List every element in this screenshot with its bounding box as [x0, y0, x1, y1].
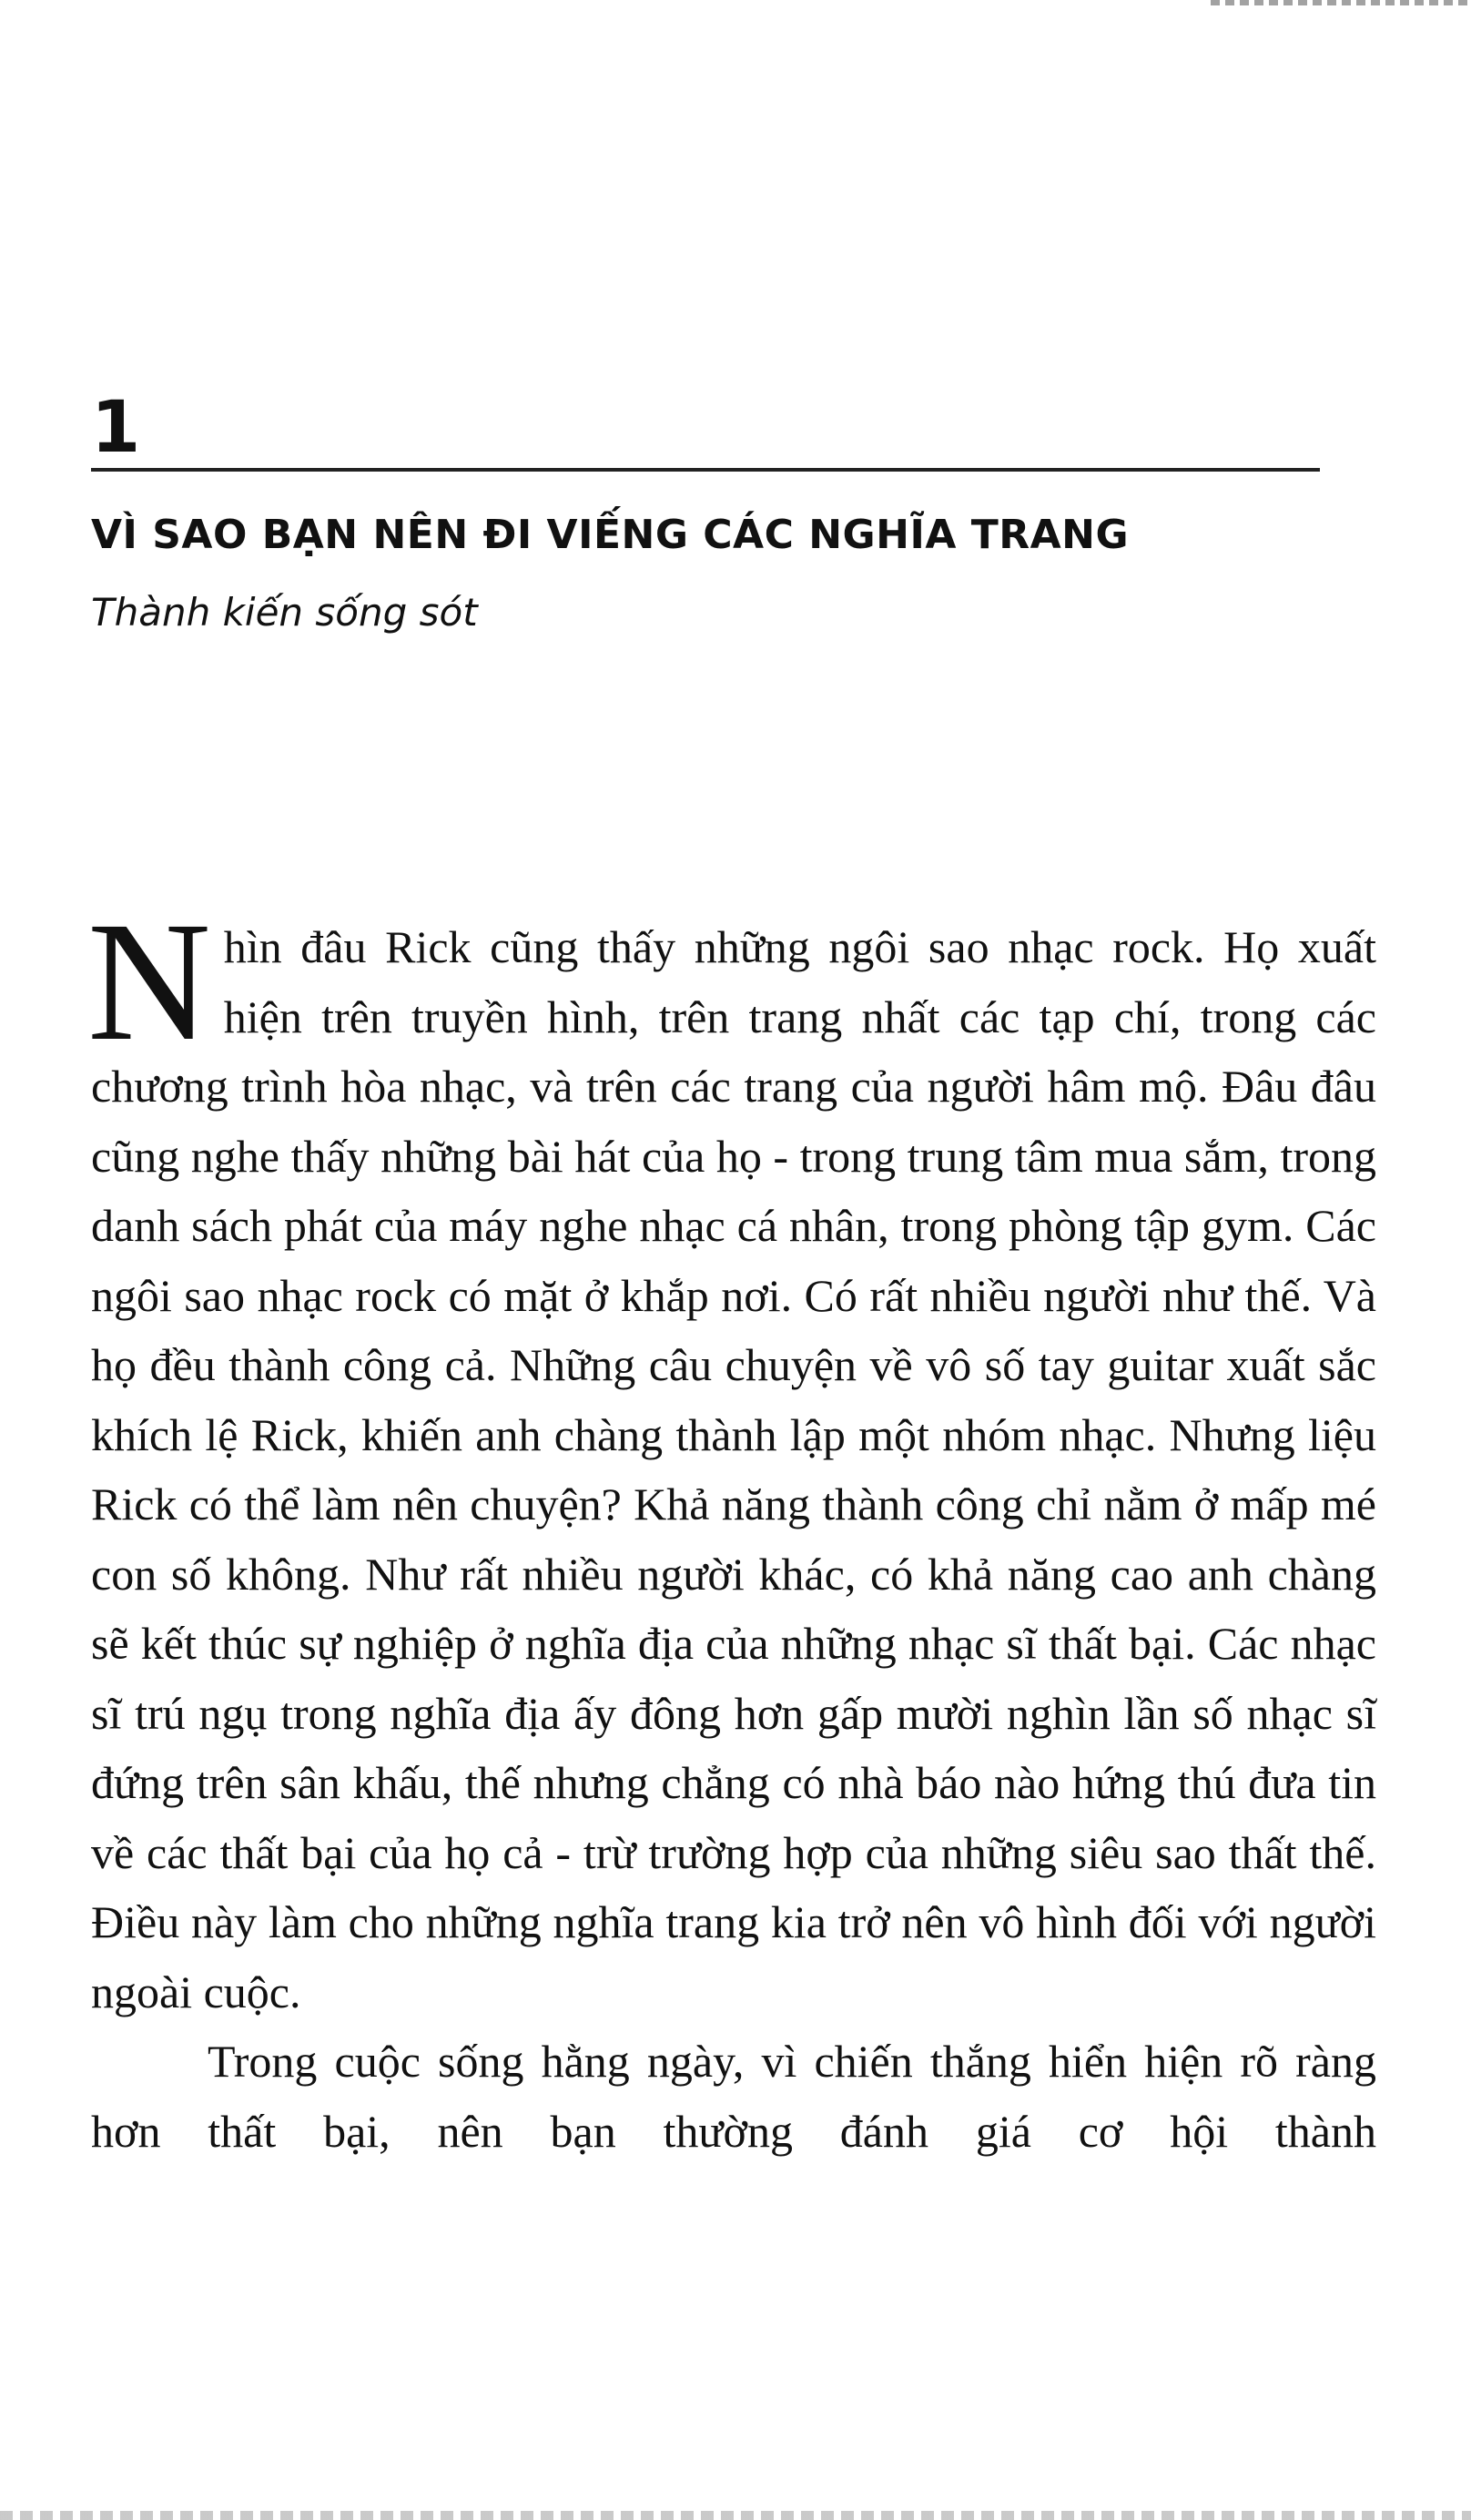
body-text	[87, 886, 1376, 2166]
page-bottom-edge-mark	[0, 2511, 1471, 2520]
chapter-number: 1	[91, 387, 141, 469]
paragraph-2: Trong cuộc sống hằng ngày, vì chiến thắng hiển hiện rõ ràng hơn thất bại, nên bạn thường đánh giá cơ hội thành	[91, 2036, 1376, 2157]
chapter-divider	[91, 468, 1320, 472]
chapter-title: VÌ SAO BẠN NÊN ĐI VIẾNG CÁC NGHĨA TRANG	[91, 512, 1130, 558]
paragraph-1-text: hìn đâu Rick cũng thấy những ngôi sao nhạc rock. Họ xuất hiện trên truyền hình, trên trang nhất các tạp chí, trong các chương trình hòa nhạc, và trên các trang của người hâm mộ. Đâu đâu cũng nghe thấy những bài hát của họ - trong trung tâm mua sắm, trong danh sách phát của máy nghe nhạc cá nhân, trong phòng tập gym. Các ngôi sao nhạc rock có mặt ở khắp nơi. Có rất nhiều người như thế. Và họ đều thành công cả. Những câu chuyện về vô số tay guitar xuất sắc khích lệ Rick, khiến anh chàng thành lập một nhóm nhạc. Nhưng liệu Rick có thể làm nên chuyện? Khả năng thành công chỉ nằm ở mấp mé con số không. Như rất nhiều người khác, có khả năng cao anh chàng sẽ kết thúc sự nghiệp ở nghĩa địa của những nhạc sĩ thất bại. Các nhạc sĩ trú ngụ trong nghĩa địa ấy đông hơn gấp mười nghìn lần số nhạc sĩ đứng trên sân khấu, thế nhưng chẳng có nhà báo nào hứng thú đưa tin về các thất bại của họ cả - trừ trường hợp của những siêu sao thất thế. Điều này làm cho những nghĩa trang kia trở nên vô hình đối với người ngoài cuộc.	[91, 921, 1376, 2017]
page-top-edge-mark	[1211, 0, 1471, 5]
drop-cap: N	[87, 886, 211, 1076]
chapter-subtitle: Thành kiến sống sót	[91, 590, 478, 635]
paragraph-1	[87, 886, 1376, 2027]
